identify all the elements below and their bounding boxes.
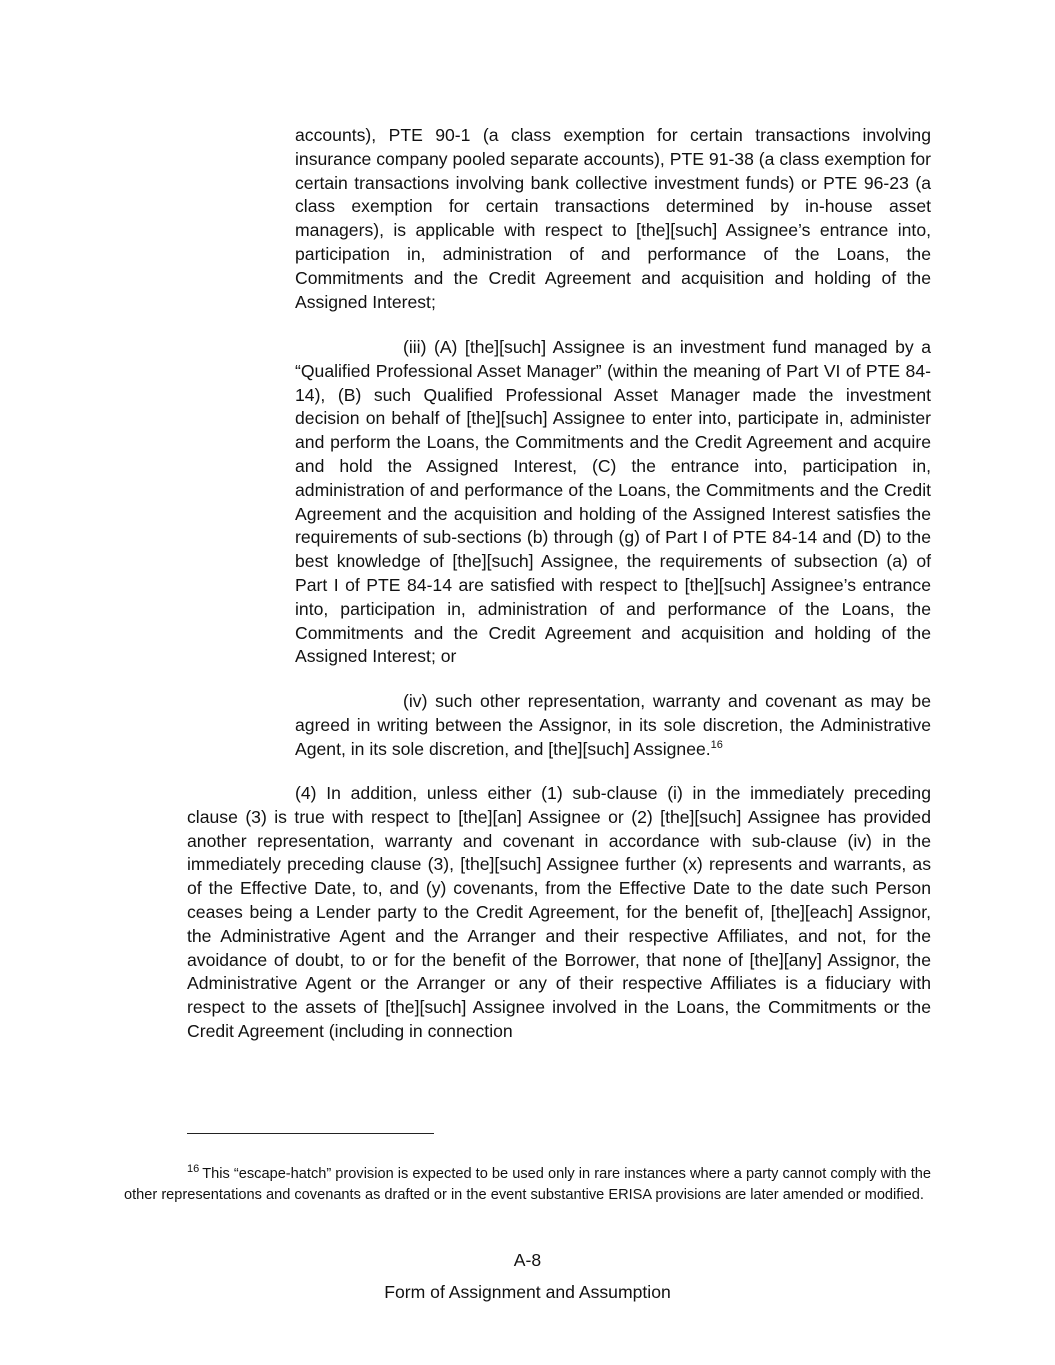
document-footer-title: Form of Assignment and Assumption (384, 1282, 671, 1302)
footnote-text: This “escape-hatch” provision is expected to be used only in rare instances where a party cannot comply with the other representations and covenants as drafted or in the event substantive ERISA provisions are later amended or modified. (124, 1166, 931, 1203)
footnote-reference: 16 (710, 738, 723, 751)
paragraph-continuation-text: accounts), PTE 90-1 (a class exemption for certain transactions involving insurance company pooled separate accounts), PTE 91-38 (a class exemption for certain transactions involving bank collective investment funds) or PTE 96-23 (a class exemption for certain transactions determined by in-house asset managers), is applicable with respect to [the][such] Assignee’s entrance into, participation in, administration of and performance of the Loans, the Commitments and the Credit Agreement and acquisition and holding of the Assigned Interest; (295, 125, 931, 312)
paragraph-clause-4-text: (4) In addition, unless either (1) sub-clause (i) in the immediately preceding clause (3) is true with respect to [the][an] Assignee or (2) [the][such] Assignee has provided another representation, warranty and covenant in accordance with sub-clause (iv) in the immediately preceding clause (3), [the][such] Assignee further (x) represents and warrants, as of the Effective Date, to, and (y) covenants, from the Effective Date to the date such Person ceases being a Lender party to the Credit Agreement, for the benefit of, [the][each] Assignor, the Administrative Agent and the Arranger and their respective Affiliates, and not, for the avoidance of doubt, to or for the benefit of the Borrower, that none of [the][any] Assignor, the Administrative Agent or the Arranger or any of their respective Affiliates is a fiduciary with respect to the assets of [the][such] Assignee involved in the Loans, the Commitments or the Credit Agreement (including in connection (187, 783, 931, 1041)
footnote-number: 16 (187, 1163, 200, 1176)
paragraph-clause-iii (295, 336, 931, 669)
page-number: A-8 (513, 1250, 542, 1270)
paragraph-clause-4 (187, 782, 931, 1044)
paragraph-clause-iv-text: (iv) such other representation, warranty and covenant as may be agreed in writing between the Assignor, in its sole discretion, the Administrative Agent, in its sole discretion, and [the][such] Assignee. (295, 691, 931, 759)
footnote-separator (187, 1133, 434, 1134)
paragraph-clause-iv (295, 690, 931, 761)
paragraph-continuation (295, 124, 931, 314)
paragraph-clause-iii-text: (iii) (A) [the][such] Assignee is an investment fund managed by a “Qualified Professional Asset Manager” (within the meaning of Part VI of PTE 84-14), (B) such Qualified Professional Asset Manager made the investment decision on behalf of [the][such] Assignee to enter into, participate in, administer and perform the Loans, the Commitments and the Credit Agreement and acquire and hold the Assigned Interest, (C) the entrance into, participation in, administration of and performance of the Loans, the Commitments and the Credit Agreement and the acquisition and holding of the Assigned Interest satisfies the requirements of sub-sections (b) through (g) of Part I of PTE 84-14 and (D) to the best knowledge of [the][such] Assignee, the requirements of subsection (a) of Part I of PTE 84-14 are satisfied with respect to [the][such] Assignee’s entrance into, participation in, administration of and performance of the Loans, the Commitments and the Credit Agreement and acquisition and holding of the Assigned Interest; or (295, 337, 931, 667)
footnote (124, 1164, 931, 1205)
